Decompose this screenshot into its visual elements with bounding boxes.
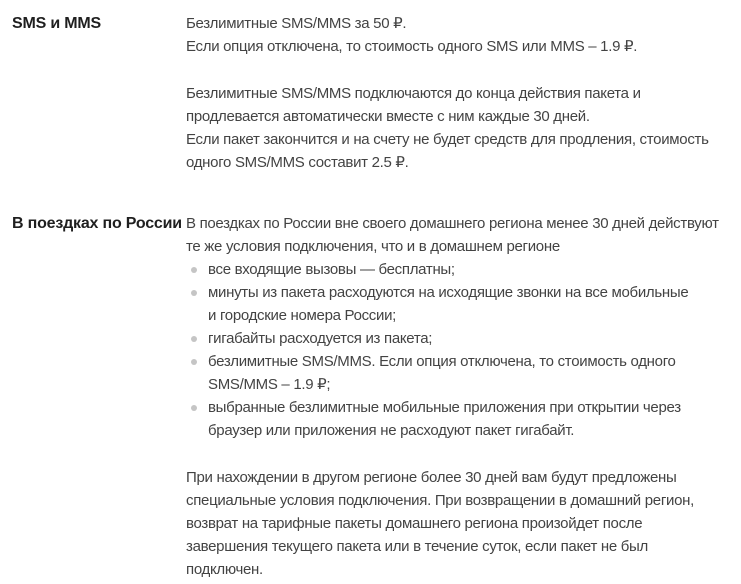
text-line: SMS/MMS – 1.9 ₽; [208, 376, 331, 393]
section-label: В поездках по России [12, 215, 182, 232]
section-label-column [12, 12, 186, 35]
list-item-text [208, 327, 432, 350]
list-item [186, 350, 741, 396]
text-line: все входящие вызовы — бесплатны; [208, 261, 455, 278]
list-item-text [208, 258, 455, 281]
text-line: Безлимитные SMS/MMS подключаются до конца действия пакета и [186, 85, 641, 102]
text-line: возврат на тарифные пакеты домашнего региона произойдет после [186, 515, 643, 532]
text-line: завершения текущего пакета или в течение суток, если пакет не был [186, 538, 648, 555]
text-line: В поездках по России вне своего домашнего региона менее 30 дней действуют [186, 215, 719, 232]
list-item [186, 281, 741, 327]
text-line: и городские номера России; [208, 307, 397, 324]
section-sms-mms [12, 12, 741, 174]
paragraph [186, 212, 741, 258]
section-content-column [186, 12, 741, 174]
list-item-text [208, 396, 681, 442]
section-label: SMS и MMS [12, 15, 101, 32]
section-travel-russia [12, 212, 741, 581]
paragraph [186, 12, 741, 58]
text-line: выбранные безлимитные мобильные приложения при открытии через [208, 399, 681, 416]
section-content-column [186, 212, 741, 581]
bullet-dot-icon [191, 359, 197, 365]
text-line: продлевается автоматически вместе с ним каждые 30 дней. [186, 108, 590, 125]
conditions-bullet-list [186, 258, 741, 442]
list-item [186, 258, 741, 281]
text-line: При нахождении в другом регионе более 30 дней вам будут предложены [186, 469, 677, 486]
text-line: те же условия подключения, что и в домашнем регионе [186, 238, 560, 255]
list-item-text [208, 281, 688, 327]
text-line: Безлимитные SMS/MMS за 50 ₽. [186, 15, 407, 32]
section-label-column [12, 212, 186, 235]
paragraph [186, 466, 741, 581]
text-line: специальные условия подключения. При возвращении в домашний регион, [186, 492, 694, 509]
bullet-dot-icon [191, 336, 197, 342]
bullet-dot-icon [191, 405, 197, 411]
list-item [186, 396, 741, 442]
text-line: безлимитные SMS/MMS. Если опция отключена, то стоимость одного [208, 353, 676, 370]
text-line: браузер или приложения не расходуют пакет гигабайт. [208, 422, 575, 439]
paragraph [186, 82, 741, 174]
text-line: одного SMS/MMS составит 2.5 ₽. [186, 154, 409, 171]
bullet-dot-icon [191, 290, 197, 296]
bullet-dot-icon [191, 267, 197, 273]
list-item-text [208, 350, 676, 396]
text-line: подключен. [186, 561, 263, 578]
text-line: гигабайты расходуется из пакета; [208, 330, 433, 347]
list-item [186, 327, 741, 350]
text-line: Если опция отключена, то стоимость одного SMS или MMS – 1.9 ₽. [186, 38, 638, 55]
text-line: минуты из пакета расходуются на исходящие звонки на все мобильные [208, 284, 689, 301]
text-line: Если пакет закончится и на счету не будет средств для продления, стоимость [186, 131, 709, 148]
